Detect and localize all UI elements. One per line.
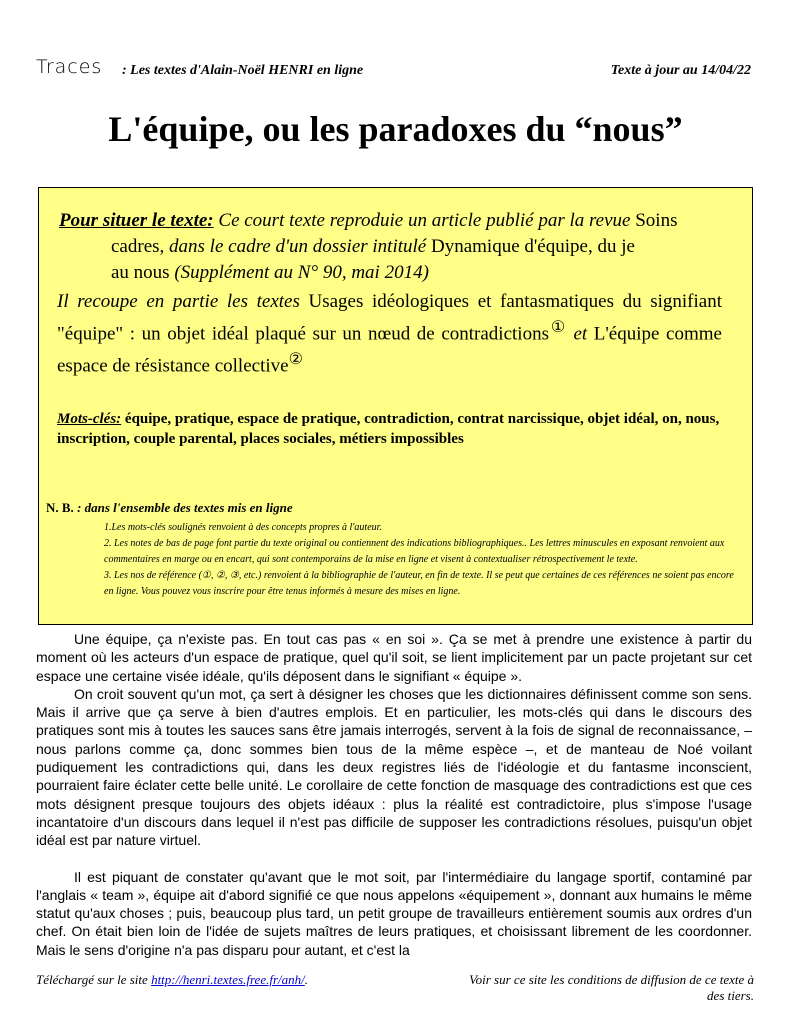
situer-indent-1 <box>59 234 709 260</box>
situer-indent-2 <box>59 260 709 286</box>
situer-text-a: Ce court texte reproduie un article publié par la revue <box>213 210 636 231</box>
recoupe-text-b: Usages idéologiques et fantasmatiques du signifiant "équipe" : un objet idéal plaqué sur un nœud de contradictions <box>57 291 722 345</box>
recoupe-text-a: Il recoupe en partie les textes <box>57 291 309 312</box>
keywords-text: équipe, pratique, espace de pratique, contradiction, contrat narcissique, objet idéal, on, nous, inscription, couple parental, places sociales, métiers impossibles <box>57 411 720 447</box>
keywords-label: Mots-clés: <box>57 411 122 427</box>
site-link[interactable]: http://henri.textes.free.fr/anh/ <box>151 972 305 987</box>
paragraph: Une équipe, ça n'existe pas. En tout cas pas « en soi ». Ça se met à prendre une existence à partir du moment où les acteurs d'un espace de pratique, quel qu'il soit, se lient implicitement par un pacte projetant sur cet espace une certaine visée idéale, qu'ils déposent dans le signifiant « équipe ». <box>36 631 752 684</box>
nb-text: : dans l'ensemble des textes mis en ligne <box>73 500 293 515</box>
recoupe-text-d: L'équipe comme espace de résistance collective <box>57 323 722 377</box>
paragraph: On croit souvent qu'un mot, ça sert à désigner les choses que les dictionnaires définissent comme son sens. Mais il arrive que ça serve à bien d'autres emplois. Et en particulier, les mots-clés qui dans le discours des pratiques sont mis à toutes les sauces sans être jamais interrogés, servent à la fois de signal de reconnaissance, – nous parlons comme ça, donc sommes bien tous de la même espèce –, et de manteau de Noé voilant pudiquement les contradictions qui, dans les deux registres liés de l'idéologie et du fantasme inconscient, pourraient faire éclater cette belle unité. Le corollaire de cette fonction de masquage des contradictions est que ces mots désignent presque toujours des objets idéaux : plus la réalité est contradictoire, plus s'impose l'usage incantatoire d'un discours dans lequel il n'est pas difficile de supposer les contradictions résolues, puisqu'un objet idéal est par nature virtuel. <box>36 685 752 849</box>
nb-notes <box>104 520 739 600</box>
recoupe-paragraph <box>57 289 722 380</box>
situer-paragraph <box>59 208 709 286</box>
document-title: L'équipe, ou les paradoxes du “nous” <box>108 109 683 149</box>
situer-text-e: Dynamique d'équipe, du je <box>430 236 635 257</box>
situer-text-g: (Supplément au N° 90, mai 2014) <box>169 262 429 283</box>
header-subtitle: : Les textes d'Alain-Noël HENRI en ligne <box>122 63 364 78</box>
nb-note-2: 2. Les notes de bas de page font partie du texte original ou contiennent des indications bibliographiques.. Les lettres minuscules en exposant renvoient aux commentaires en marge ou en encart, qui sont contemporains de la mise en ligne et visent à contextualiser rétrospectivement le texte. <box>104 538 725 565</box>
footer-link-after: . <box>304 972 308 987</box>
situer-label: Pour situer le texte: <box>59 210 214 231</box>
page-header <box>36 56 751 84</box>
ref-1: ① <box>548 319 567 336</box>
situer-text-c: cadres, <box>111 236 165 257</box>
brand-logo: Traces <box>36 56 103 78</box>
paragraph: Il est piquant de constater qu'avant que le mot soit, par l'intermédiaire du langage sportif, contaminé par l'anglais « team », équipe ait d'abord signifié ce que nous appelons «équipement », donnant aux humains le même statut qu'aux choses ; puis, beaucoup plus tard, un petit groupe de travailleurs entièrement soumis aux ordres d'un chef. On était bien loin de l'idée de sujets maîtres de leurs pratiques, et choisissant librement de les coordonner. Mais le sens d'origine n'a pas disparu pour autant, et c'est la <box>36 868 752 958</box>
nb-note-3: 3. Les nos de référence (①, ②, ③, etc.) renvoient à la bibliographie de l'auteur, en fin de texte. Il se peut que certaines de ces références ne soient pas encore en ligne. Vous pouvez vous inscrire pour être tenus informés à mesure des mises en ligne. <box>104 570 734 597</box>
situer-text-f: au nous <box>111 262 170 283</box>
article-body <box>36 630 752 959</box>
ref-2: ② <box>288 351 303 369</box>
nb-line <box>46 500 736 516</box>
header-date: Texte à jour au 14/04/22 <box>610 63 751 78</box>
recoupe-text-c: et <box>566 323 594 345</box>
context-box <box>38 187 753 625</box>
keywords <box>57 409 722 449</box>
nb-label: N. B. <box>46 500 74 515</box>
footer-left-text: Téléchargé sur le site <box>36 972 152 987</box>
footer-download <box>36 972 308 988</box>
situer-text-b: Soins <box>635 210 678 231</box>
nb-note-1: 1.Les mots-clés soulignés renvoient à des concepts propres à l'auteur. <box>104 522 382 533</box>
situer-text-d: dans le cadre d'un dossier intitulé <box>164 236 431 257</box>
footer-conditions: Voir sur ce site les conditions de diffusion de ce texte à des tiers. <box>469 972 754 1003</box>
